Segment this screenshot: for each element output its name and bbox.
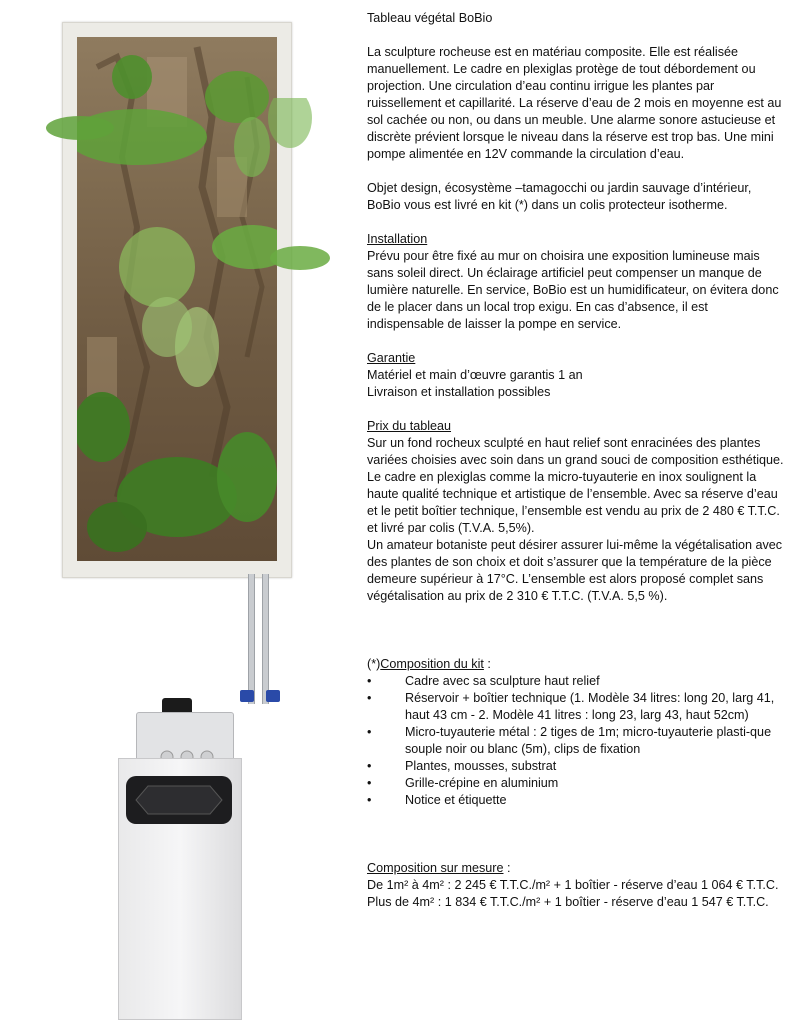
kit-prefix: (*) — [367, 657, 381, 671]
strainer-grille — [126, 776, 232, 824]
valve-right — [266, 690, 280, 702]
product-illustration — [40, 18, 340, 1018]
mesure-heading-line — [367, 860, 787, 877]
list-item: • Notice et étiquette — [367, 792, 787, 809]
kit-heading-line — [367, 656, 787, 673]
list-item: • Plantes, mousses, substrat — [367, 758, 787, 775]
prix-body-1: Sur un fond rocheux sculpté en haut relief sont enracinées des plantes variées choisies avec soin dans un grand souci de composition esthétique. Le cadre en plexiglas comme la micro-tuyauterie en inox soulignent la haute qualité technique et artistique de l’ensemble. Avec sa réserve d’eau et le petit boîtier technique, l’ensemble est vendu au prix de 2 480 € T.T.C. et livré par colis (T.V.A. 5,5%). — [367, 436, 784, 535]
list-item: • Grille-crépine en aluminium — [367, 775, 787, 792]
installation-body: Prévu pour être fixé au mur on choisira une exposition lumineuse mais sans soleil direct. Un éclairage artificiel peut compenser un manque de lumière naturelle. En service, BoBio est un humidificateur, on évitera donc de le placer dans un local trop exigu. En cas d’absence, il est indispensable de laisser la pompe en service. — [367, 249, 779, 331]
metal-pipes — [248, 574, 270, 704]
prix-body-2: Un amateur botaniste peut désirer assurer lui-même la végétalisation avec des plantes de son choix et doit s’assurer que la température de la pièce demeure supérieur à 17°C. L’ensemble est alors proposé complet sans végétalisation au prix de 2 310 € T.T.C. (T.V.A. 5,5 %). — [367, 538, 783, 603]
list-item: • Réservoir + boîtier technique (1. Modèle 34 litres: long 20, larg 41, haut 43 cm - 2. Modèle 41 litres : long 23, larg 43, haut 52cm) — [367, 690, 787, 724]
intro-paragraph-2: Objet design, écosystème –tamagocchi ou jardin sauvage d’intérieur, BoBio vous est livré en kit (*) dans un colis protecteur isotherme. — [367, 181, 752, 212]
intro-paragraph-1: La sculpture rocheuse est en matériau composite. Elle est réalisée manuellement. Le cadre en plexiglas protège de tout débordement ou projection. Une circulation d’eau continu irrigue les plantes par ruissellement et capillarité. La réserve d’eau de 2 mois en moyenne est au sol cachée ou non, ou dans un meuble. Une alarme sonore astucieuse et discrète prévient lorsque le niveau dans la réserve est trop bas. Une mini pompe alimentée en 12V commande la circulation d’eau. — [367, 45, 782, 161]
installation-heading: Installation — [367, 232, 428, 246]
mesure-line-2: Plus de 4m² : 1 834 € T.T.C./m² + 1 boîtier - réserve d’eau 1 547 € T.T.C. — [367, 895, 769, 909]
document-title: Tableau végétal BoBio — [367, 11, 493, 25]
mesure-suffix: : — [503, 861, 511, 875]
valve-left — [240, 690, 254, 702]
garantie-line-2: Livraison et installation possibles — [367, 385, 551, 399]
mesure-heading: Composition sur mesure — [367, 861, 504, 875]
list-item: • Cadre avec sa sculpture haut relief — [367, 673, 787, 690]
prix-heading: Prix du tableau — [367, 419, 452, 433]
garantie-line-1: Matériel et main d’œuvre garantis 1 an — [367, 368, 583, 382]
mesure-line-1: De 1m² à 4m² : 2 245 € T.T.C./m² + 1 boîtier - réserve d’eau 1 064 € T.T.C. — [367, 878, 779, 892]
kit-list — [367, 673, 787, 809]
overflow-fern — [40, 98, 340, 298]
strainer-grille-drawing — [126, 776, 232, 824]
kit-suffix: : — [483, 657, 491, 671]
list-item: • Micro-tuyauterie métal : 2 tiges de 1m; micro-tuyauterie plasti-que souple noir ou blanc (5m), clips de fixation — [367, 724, 787, 758]
description-column — [367, 10, 787, 911]
garantie-heading: Garantie — [367, 351, 416, 365]
kit-heading: Composition du kit — [380, 657, 484, 671]
